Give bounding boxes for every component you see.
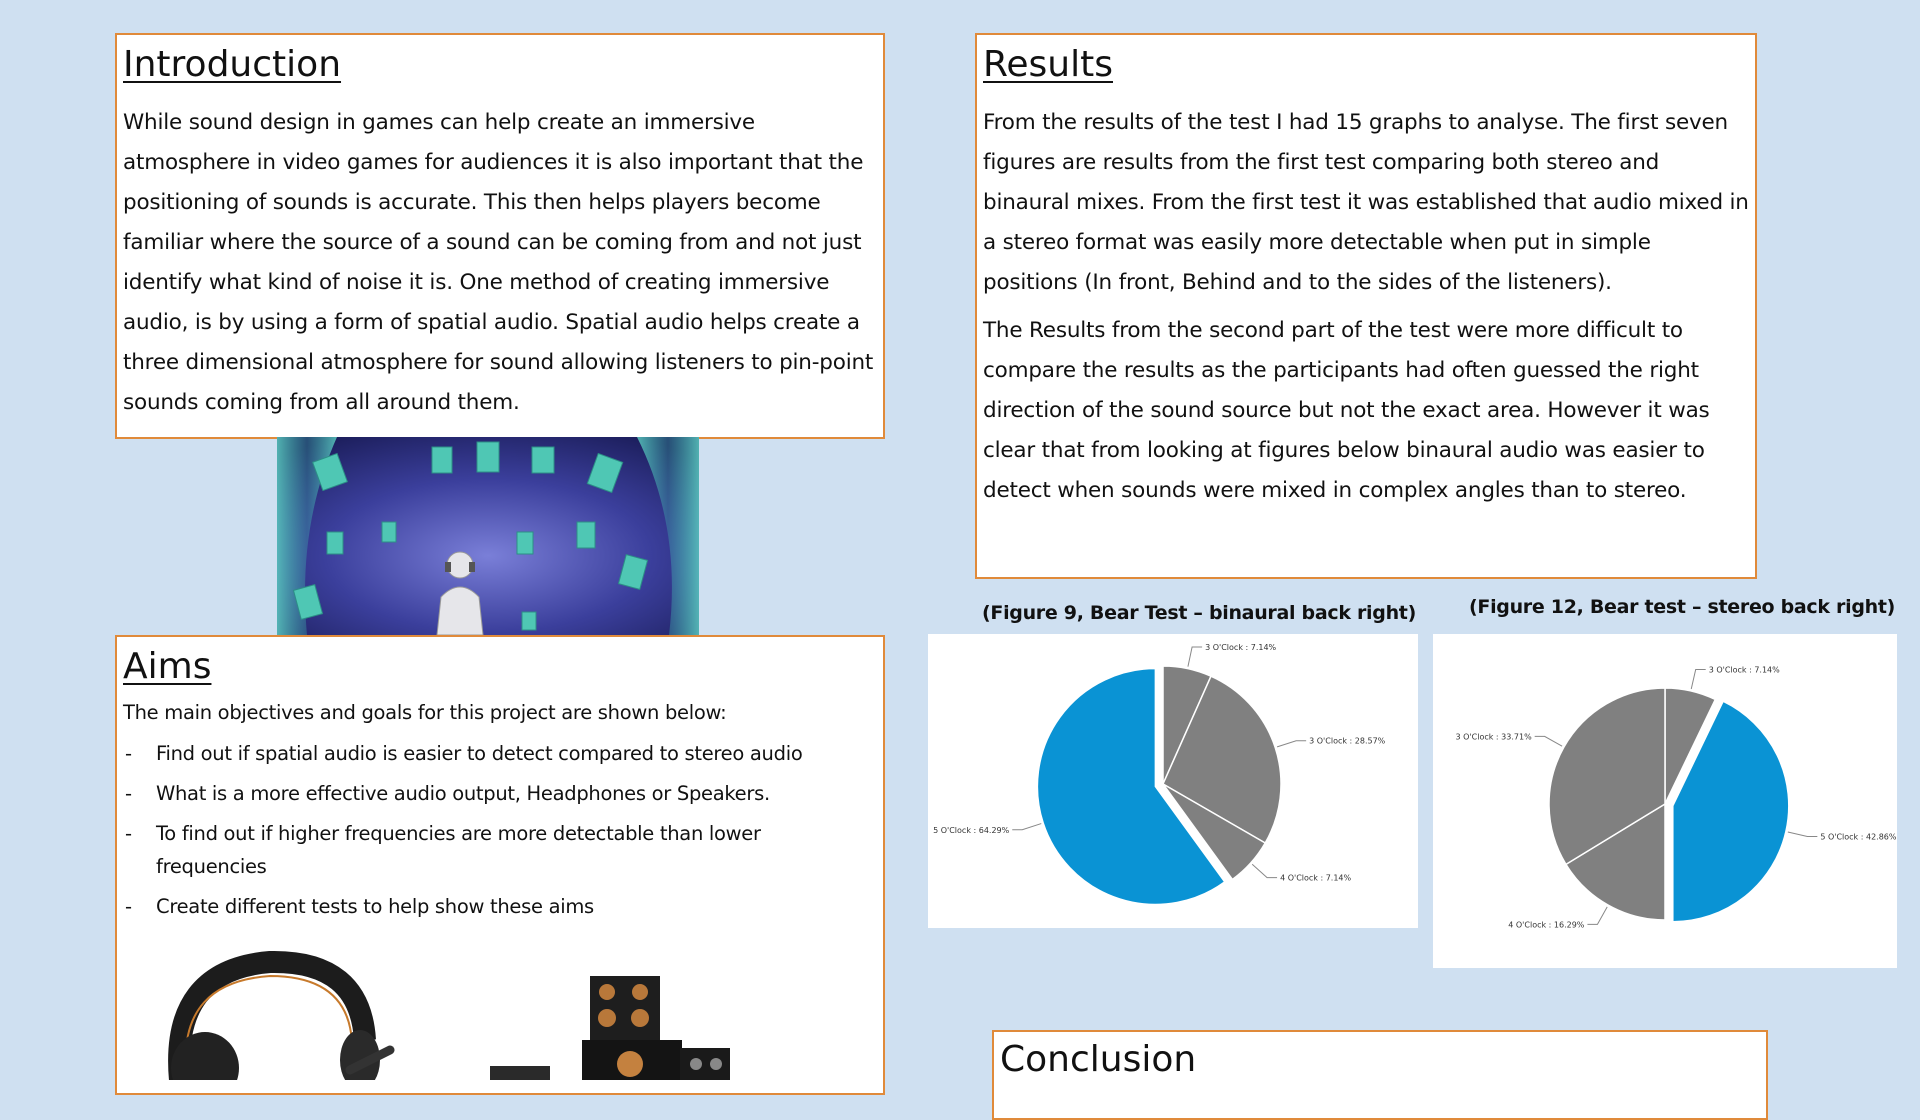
list-item-text: Find out if spatial audio is easier to detect compared to stereo audio (156, 742, 803, 765)
pie-leader-line (1252, 864, 1277, 877)
figure-9-chart (928, 634, 1418, 928)
conclusion-section (992, 1030, 1768, 1120)
bullet-marker: - (125, 895, 132, 918)
list-item (123, 777, 877, 810)
bullet-marker: - (125, 782, 132, 805)
results-section (975, 33, 1757, 579)
pie-leader-line (1277, 741, 1306, 747)
headphones-image (160, 950, 400, 1080)
list-item-text: Create different tests to help show these aims (156, 895, 594, 918)
results-heading: Results (983, 44, 1113, 85)
pie-slice-label: 5 O'Clock : 64.29% (933, 825, 1010, 835)
figure-9-pie-svg (928, 634, 1418, 928)
figure-12-pie-svg (1433, 634, 1897, 968)
pie-leader-line (1012, 824, 1041, 830)
aims-intro-text: The main objectives and goals for this project are shown below: (123, 701, 727, 724)
results-paragraph-2: The Results from the second part of the test were more difficult to compare the results as the participants had often guessed the right direction of the sound source but not the exact area. However it was clear that from looking at figures below binaural audio was easier to detect when sounds were mixed in complex angles than to stereo. (983, 318, 1710, 503)
bullet-marker: - (125, 822, 132, 845)
introduction-text: While sound design in games can help create an immersive atmosphere in video games for audiences it is also important that the positioning of sounds is accurate. This then helps players become familiar where the source of a sound can be coming from and not just identify what kind of noise it is. One method of creating immersive audio, is by using a form of spatial audio. Spatial audio helps create a three dimensional atmosphere for sound allowing listeners to pin-point sounds coming from all around them. (123, 110, 874, 415)
pie-leader-line (1691, 669, 1705, 688)
figure-12-chart (1433, 634, 1897, 968)
pie-slice-label: 4 O'Clock : 16.29% (1508, 920, 1585, 930)
pie-slice-label: 5 O'Clock : 42.86% (1820, 832, 1897, 842)
list-item (123, 817, 877, 883)
aims-heading: Aims (123, 646, 212, 687)
conclusion-heading: Conclusion (1000, 1039, 1197, 1080)
pie-leader-line (1188, 647, 1202, 667)
bullet-marker: - (125, 742, 132, 765)
list-item-text: To find out if higher frequencies are more detectable than lower frequencies (156, 822, 761, 878)
pie-slice-label: 3 O'Clock : 7.14% (1205, 643, 1277, 653)
pie-slice-label: 3 O'Clock : 28.57% (1309, 736, 1386, 746)
pie-slice-label: 3 O'Clock : 33.71% (1455, 732, 1532, 742)
pie-leader-line (1535, 736, 1562, 746)
list-item-text: What is a more effective audio output, Headphones or Speakers. (156, 782, 770, 805)
pie-leader-line (1587, 907, 1607, 924)
introduction-section (115, 33, 885, 439)
aims-list (123, 737, 877, 923)
results-paragraph-1: From the results of the test I had 15 graphs to analyse. The first seven figures are results from the first test comparing both stereo and binaural mixes. From the first test it was established that audio mixed in a stereo format was easily more detectable when put in simple positions (In front, Behind and to the sides of the listeners). (983, 110, 1749, 295)
figure-9-caption: (Figure 9, Bear Test – binaural back right) (982, 602, 1416, 624)
figure-12-caption: (Figure 12, Bear test – stereo back right) (1469, 596, 1896, 618)
list-item (123, 737, 877, 770)
list-item (123, 890, 877, 923)
pie-slice-label: 3 O'Clock : 7.14% (1708, 665, 1780, 675)
speakers-image (490, 970, 770, 1080)
spatial-audio-illustration (277, 437, 699, 635)
introduction-heading: Introduction (123, 44, 342, 85)
pie-leader-line (1788, 832, 1817, 836)
pie-slice-label: 4 O'Clock : 7.14% (1280, 873, 1352, 883)
